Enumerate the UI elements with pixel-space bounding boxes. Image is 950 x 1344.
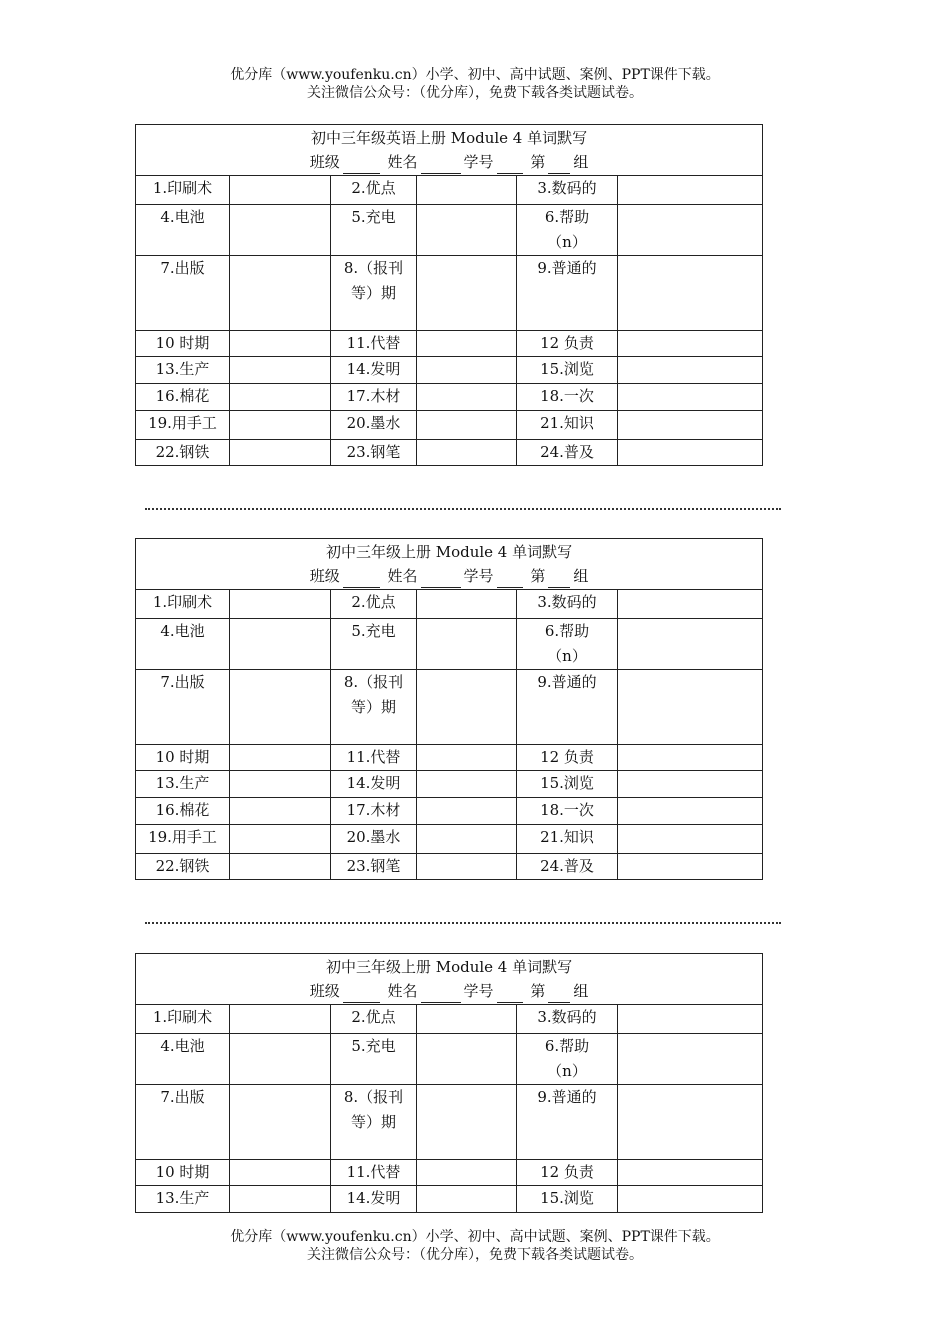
word-prompt: 16.棉花 [136, 384, 230, 411]
word-prompt: 4.电池 [136, 619, 230, 670]
table-row [136, 357, 763, 384]
answer-cell[interactable] [618, 771, 763, 798]
class-blank[interactable] [343, 155, 380, 174]
page-footer [0, 1228, 950, 1264]
header-line-1: 优分库（www.youfenku.cn）小学、初中、高中试题、案例、PPT课件下载。 [230, 67, 720, 83]
student-info-line [136, 979, 762, 1003]
table-row [136, 331, 763, 357]
number-blank[interactable] [497, 984, 523, 1003]
dictation-sheet-1 [135, 124, 763, 466]
answer-cell[interactable] [417, 670, 517, 745]
number-label: 学号 [463, 567, 494, 585]
word-prompt: 18.一次 [517, 798, 618, 825]
group-suffix: 组 [573, 567, 589, 585]
word-prompt: 12 负责 [517, 1160, 618, 1186]
group-blank[interactable] [548, 569, 570, 588]
answer-cell[interactable] [230, 590, 331, 619]
word-prompt: 17.木材 [331, 798, 417, 825]
table-row [136, 176, 763, 205]
answer-cell[interactable] [618, 1085, 763, 1160]
table-row [136, 256, 763, 331]
cut-line-divider [145, 494, 781, 510]
answer-cell[interactable] [230, 670, 331, 745]
answer-cell[interactable] [230, 745, 331, 771]
answer-cell[interactable] [417, 357, 517, 384]
answer-cell[interactable] [417, 176, 517, 205]
table-row [136, 825, 763, 854]
answer-cell[interactable] [230, 256, 331, 331]
answer-cell[interactable] [417, 256, 517, 331]
sheet-title-cell [136, 954, 763, 1005]
answer-cell[interactable] [417, 619, 517, 670]
name-blank[interactable] [421, 569, 461, 588]
word-prompt: 6.帮助（n） [517, 205, 618, 256]
word-prompt: 21.知识 [517, 825, 618, 854]
word-prompt: 12 负责 [517, 331, 618, 357]
word-prompt: 22.钢铁 [136, 440, 230, 466]
answer-cell[interactable] [417, 590, 517, 619]
table-row [136, 745, 763, 771]
class-label: 班级 [309, 982, 340, 1000]
answer-cell[interactable] [230, 619, 331, 670]
sheet-title: 初中三年级上册 Module 4 单词默写 [325, 543, 573, 561]
word-prompt: 11.代替 [331, 745, 417, 771]
student-info-line [136, 150, 762, 174]
answer-cell[interactable] [417, 745, 517, 771]
group-suffix: 组 [573, 153, 589, 171]
group-blank[interactable] [548, 155, 570, 174]
answer-cell[interactable] [618, 384, 763, 411]
answer-cell[interactable] [618, 357, 763, 384]
answer-cell[interactable] [618, 205, 763, 256]
answer-cell[interactable] [417, 771, 517, 798]
table-row [136, 619, 763, 670]
dictation-sheet-3 [135, 953, 763, 1213]
word-prompt: 15.浏览 [517, 357, 618, 384]
name-blank[interactable] [421, 155, 461, 174]
group-suffix: 组 [573, 982, 589, 1000]
word-prompt: 11.代替 [331, 1160, 417, 1186]
answer-cell[interactable] [230, 357, 331, 384]
table-row [136, 205, 763, 256]
word-prompt: 5.充电 [331, 205, 417, 256]
word-prompt: 1.印刷术 [136, 176, 230, 205]
answer-cell[interactable] [417, 1005, 517, 1034]
word-prompt: 7.出版 [136, 256, 230, 331]
answer-cell[interactable] [618, 854, 763, 880]
group-prefix: 第 [530, 982, 546, 1000]
word-prompt: 1.印刷术 [136, 1005, 230, 1034]
answer-cell[interactable] [230, 384, 331, 411]
class-blank[interactable] [343, 984, 380, 1003]
word-prompt: 7.出版 [136, 670, 230, 745]
answer-cell[interactable] [618, 256, 763, 331]
answer-cell[interactable] [618, 440, 763, 466]
word-prompt: 16.棉花 [136, 798, 230, 825]
word-prompt: 5.充电 [331, 1034, 417, 1085]
class-label: 班级 [309, 567, 340, 585]
answer-cell[interactable] [230, 176, 331, 205]
word-prompt: 19.用手工 [136, 825, 230, 854]
sheet-title: 初中三年级英语上册 Module 4 单词默写 [310, 129, 588, 147]
answer-cell[interactable] [417, 1160, 517, 1186]
word-prompt: 9.普通的 [517, 256, 618, 331]
word-prompt: 3.数码的 [517, 590, 618, 619]
word-prompt: 4.电池 [136, 1034, 230, 1085]
table-row [136, 411, 763, 440]
word-prompt: 22.钢铁 [136, 854, 230, 880]
class-label: 班级 [309, 153, 340, 171]
word-prompt: 1.印刷术 [136, 590, 230, 619]
word-prompt: 21.知识 [517, 411, 618, 440]
answer-cell[interactable] [230, 771, 331, 798]
word-prompt: 6.帮助（n） [517, 1034, 618, 1085]
word-prompt: 15.浏览 [517, 771, 618, 798]
answer-cell[interactable] [618, 745, 763, 771]
answer-cell[interactable] [417, 798, 517, 825]
word-prompt: 4.电池 [136, 205, 230, 256]
word-prompt: 14.发明 [331, 357, 417, 384]
answer-cell[interactable] [230, 798, 331, 825]
number-label: 学号 [463, 153, 494, 171]
number-blank[interactable] [497, 155, 523, 174]
sheet-title-cell [136, 539, 763, 590]
word-prompt: 24.普及 [517, 440, 618, 466]
answer-cell[interactable] [230, 411, 331, 440]
table-row [136, 1034, 763, 1085]
header-line-2: 关注微信公众号：（优分库），免费下载各类试题试卷。 [307, 85, 643, 101]
word-prompt: 7.出版 [136, 1085, 230, 1160]
answer-cell[interactable] [230, 854, 331, 880]
word-prompt: 19.用手工 [136, 411, 230, 440]
word-prompt: 24.普及 [517, 854, 618, 880]
word-prompt: 13.生产 [136, 357, 230, 384]
answer-cell[interactable] [618, 1034, 763, 1085]
student-info-line [136, 564, 762, 588]
answer-cell[interactable] [618, 825, 763, 854]
answer-cell[interactable] [618, 176, 763, 205]
name-label: 姓名 [387, 982, 418, 1000]
table-row [136, 854, 763, 880]
answer-cell[interactable] [618, 619, 763, 670]
answer-cell[interactable] [618, 670, 763, 745]
word-prompt: 9.普通的 [517, 670, 618, 745]
table-row [136, 670, 763, 745]
word-prompt: 8.（报刊等）期 [331, 256, 417, 331]
word-prompt: 15.浏览 [517, 1186, 618, 1213]
page-header [0, 66, 950, 102]
table-row [136, 590, 763, 619]
word-prompt: 17.木材 [331, 384, 417, 411]
word-prompt: 20.墨水 [331, 825, 417, 854]
word-prompt: 2.优点 [331, 1005, 417, 1034]
word-prompt: 13.生产 [136, 1186, 230, 1213]
word-prompt: 10 时期 [136, 745, 230, 771]
table-row [136, 1085, 763, 1160]
table-row [136, 440, 763, 466]
word-prompt: 2.优点 [331, 590, 417, 619]
number-blank[interactable] [497, 569, 523, 588]
word-prompt: 9.普通的 [517, 1085, 618, 1160]
answer-cell[interactable] [417, 825, 517, 854]
answer-cell[interactable] [230, 205, 331, 256]
answer-cell[interactable] [230, 825, 331, 854]
word-prompt: 8.（报刊等）期 [331, 1085, 417, 1160]
group-prefix: 第 [530, 153, 546, 171]
word-prompt: 2.优点 [331, 176, 417, 205]
word-prompt: 10 时期 [136, 1160, 230, 1186]
answer-cell[interactable] [230, 440, 331, 466]
sheet-title-cell [136, 125, 763, 176]
word-prompt: 12 负责 [517, 745, 618, 771]
answer-cell[interactable] [417, 1034, 517, 1085]
name-blank[interactable] [421, 984, 461, 1003]
word-prompt: 23.钢笔 [331, 440, 417, 466]
answer-cell[interactable] [417, 331, 517, 357]
word-prompt: 20.墨水 [331, 411, 417, 440]
class-blank[interactable] [343, 569, 380, 588]
table-row [136, 384, 763, 411]
answer-cell[interactable] [618, 331, 763, 357]
footer-line-2: 关注微信公众号：（优分库），免费下载各类试题试卷。 [307, 1247, 643, 1263]
table-row [136, 771, 763, 798]
word-prompt: 10 时期 [136, 331, 230, 357]
answer-cell[interactable] [618, 590, 763, 619]
name-label: 姓名 [387, 567, 418, 585]
table-row [136, 1160, 763, 1186]
table-row [136, 1005, 763, 1034]
table-row [136, 798, 763, 825]
answer-cell[interactable] [618, 798, 763, 825]
answer-cell[interactable] [417, 854, 517, 880]
group-blank[interactable] [548, 984, 570, 1003]
number-label: 学号 [463, 982, 494, 1000]
dictation-sheet-2 [135, 538, 763, 880]
answer-cell[interactable] [417, 1186, 517, 1213]
answer-cell[interactable] [618, 411, 763, 440]
answer-cell[interactable] [618, 1160, 763, 1186]
answer-cell[interactable] [618, 1005, 763, 1034]
word-prompt: 11.代替 [331, 331, 417, 357]
word-prompt: 14.发明 [331, 1186, 417, 1213]
word-prompt: 3.数码的 [517, 176, 618, 205]
sheet-title: 初中三年级上册 Module 4 单词默写 [325, 958, 573, 976]
answer-cell[interactable] [417, 411, 517, 440]
answer-cell[interactable] [230, 1085, 331, 1160]
answer-cell[interactable] [417, 440, 517, 466]
word-prompt: 3.数码的 [517, 1005, 618, 1034]
table-row [136, 1186, 763, 1213]
word-prompt: 14.发明 [331, 771, 417, 798]
answer-cell[interactable] [618, 1186, 763, 1213]
answer-cell[interactable] [230, 1160, 331, 1186]
word-prompt: 8.（报刊等）期 [331, 670, 417, 745]
answer-cell[interactable] [417, 1085, 517, 1160]
word-prompt: 5.充电 [331, 619, 417, 670]
answer-cell[interactable] [417, 205, 517, 256]
word-prompt: 18.一次 [517, 384, 618, 411]
cut-line-divider [145, 908, 781, 924]
name-label: 姓名 [387, 153, 418, 171]
word-prompt: 23.钢笔 [331, 854, 417, 880]
word-prompt: 6.帮助（n） [517, 619, 618, 670]
answer-cell[interactable] [417, 384, 517, 411]
footer-line-1: 优分库（www.youfenku.cn）小学、初中、高中试题、案例、PPT课件下载。 [230, 1229, 720, 1245]
group-prefix: 第 [530, 567, 546, 585]
answer-cell[interactable] [230, 1005, 331, 1034]
answer-cell[interactable] [230, 331, 331, 357]
word-prompt: 13.生产 [136, 771, 230, 798]
answer-cell[interactable] [230, 1034, 331, 1085]
answer-cell[interactable] [230, 1186, 331, 1213]
